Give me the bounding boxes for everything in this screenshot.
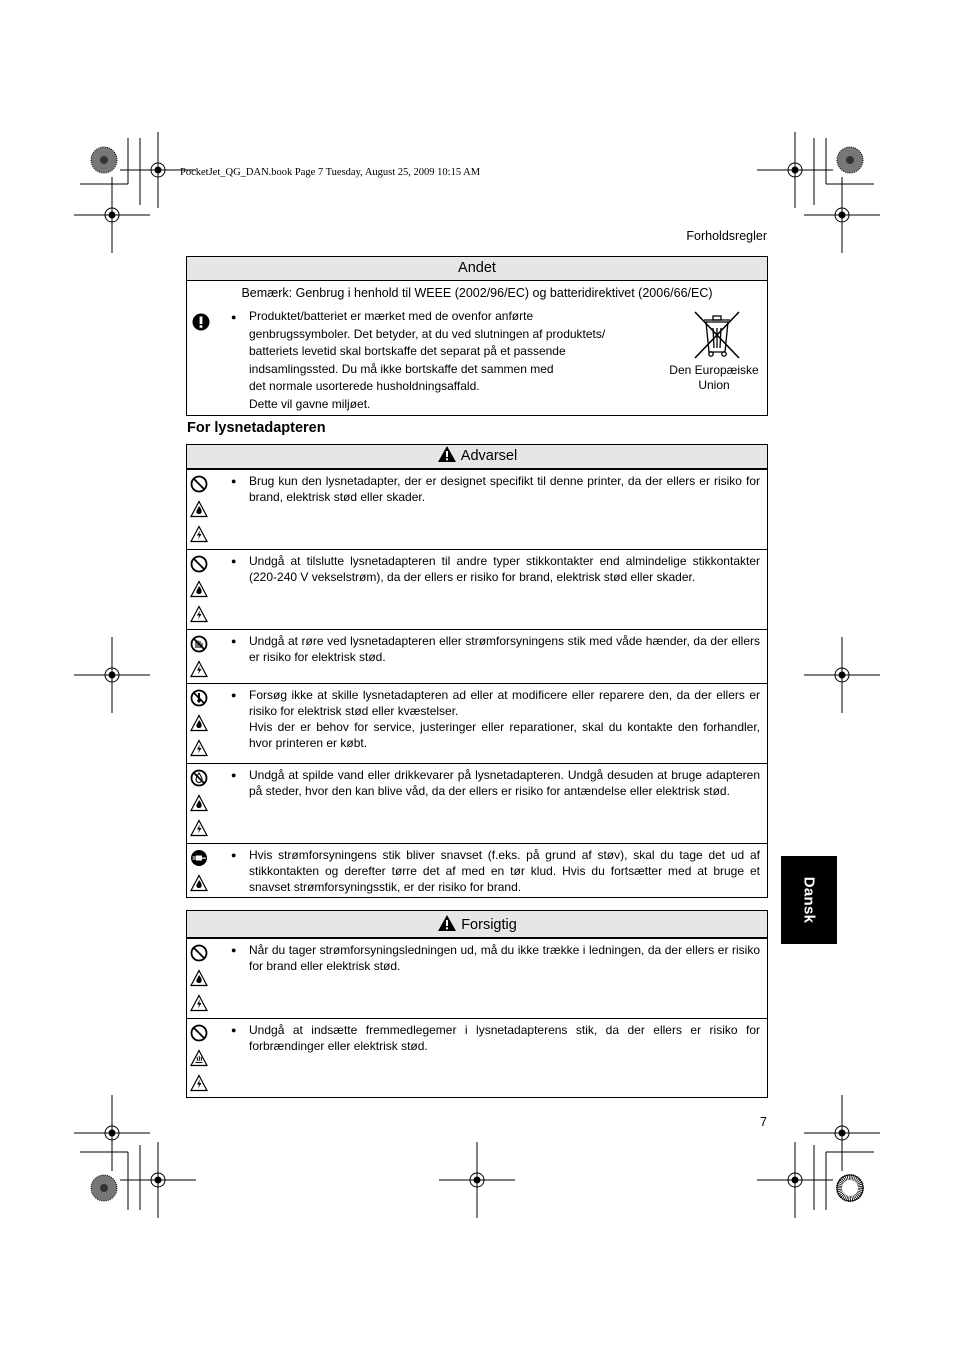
unplug-icon (190, 849, 208, 867)
no-disassembly-icon (190, 689, 208, 707)
caution-row (187, 1018, 767, 1097)
warning-paragraph: Hvis der er behov for service, justeringer eller reparationer, skal du kontakte den forhandler, hvor printeren er købt. (249, 720, 760, 750)
eu-label-line: Den Europæiske (669, 363, 759, 377)
bullet: ● (231, 1025, 237, 1035)
recycle-line: Dette vil gavne miljøet. (249, 396, 371, 411)
electric-shock-icon (190, 1074, 208, 1092)
warning-text: Undgå at tilslutte lysnetadapteren til andre typer stikkontakter end almindelige stikkontakter (220-240 V vekselstrøm), da der ellers er risiko for brand, elektrisk stød eller skader. (249, 554, 760, 584)
row-icons (190, 635, 212, 685)
bullet: ● (231, 690, 237, 700)
crossed-bin-icon (687, 308, 747, 360)
language-tab-label: Dansk (800, 876, 818, 924)
electric-shock-icon (190, 819, 208, 837)
fire-warning-icon (190, 969, 208, 987)
electric-shock-icon (190, 605, 208, 623)
caution-row (187, 938, 767, 1018)
no-wet-hands-icon (190, 635, 208, 653)
burn-warning-icon (190, 1049, 208, 1067)
warning-row (187, 629, 767, 683)
eu-label (659, 363, 769, 393)
row-icons (190, 1024, 212, 1099)
row-icons (190, 475, 212, 550)
eu-label-line: Union (698, 378, 730, 392)
row-icons (190, 944, 212, 1019)
prohibition-icon (190, 944, 208, 962)
electric-shock-icon (190, 994, 208, 1012)
recycle-line: indsamlingssted. Du må ikke bortskaffe det sammen med (249, 361, 554, 376)
recycle-line: Produktet/batteriet er mærket med de ovenfor anførte (249, 309, 534, 323)
fire-warning-icon (190, 874, 208, 892)
fire-warning-icon (190, 500, 208, 518)
advarsel-title (187, 445, 767, 469)
warning-triangle-icon (437, 445, 457, 463)
no-liquid-icon (190, 769, 208, 787)
andet-title: Andet (187, 257, 767, 281)
andet-box (186, 256, 768, 416)
bullet: ● (231, 636, 237, 646)
recycle-line: batteriets levetid skal bortskaffe det separat på et passende (249, 344, 566, 358)
warning-row (187, 549, 767, 629)
caution-circle-icon (192, 313, 210, 331)
row-icons (190, 769, 212, 844)
recycle-line: genbrugssymboler. Det betyder, at du ved slutningen af produktets/ (249, 326, 606, 341)
bullet: ● (231, 945, 237, 955)
warning-text (249, 684, 760, 751)
bullet: ● (231, 770, 237, 780)
fire-warning-icon (190, 714, 208, 732)
weee-note: Bemærk: Genbrug i henhold til WEEE (2002/96/EC) og batteridirektivet (2006/66/EC) (241, 286, 713, 300)
forsigtig-title (187, 911, 767, 938)
bullet: ● (231, 476, 237, 486)
prohibition-icon (190, 475, 208, 493)
row-icons (190, 849, 212, 899)
warning-text: Undgå at røre ved lysnetadapteren eller strømforsyningens stik med våde hænder, da der ellers er risiko for elektrisk stød. (249, 634, 760, 664)
forsigtig-title-text: Forsigtig (461, 917, 517, 933)
section-title: For lysnetadapteren (187, 420, 326, 436)
warning-row (187, 683, 767, 763)
warning-text: Brug kun den lysnetadapter, der er designet specifikt til denne printer, da der ellers er risiko for brand, elektrisk stød eller skader. (249, 474, 760, 504)
language-tab (781, 856, 837, 944)
prohibition-icon (190, 555, 208, 573)
row-icons (190, 555, 212, 630)
page-number: 7 (760, 1115, 767, 1129)
electric-shock-icon (190, 660, 208, 678)
warning-triangle-icon (437, 914, 457, 932)
forsigtig-box (186, 910, 768, 1098)
prohibition-icon (190, 1024, 208, 1042)
bullet: ● (231, 556, 237, 566)
bullet: ● (231, 850, 237, 860)
warning-text: Undgå at spilde vand eller drikkevarer på lysnetadapteren. Undgå desuden at bruge adapteren på steder, hvor den kan blive våd, da der ellers er risiko for antændelse eller elektrisk stød. (249, 768, 760, 798)
fire-warning-icon (190, 580, 208, 598)
warning-text: Hvis strømforsyningens stik bliver snavset (f.eks. på grund af støv), skal du tage det ud af stikkontakten og derefter tørre det af med en tør klud. Hvis du fortsætter med at bruge et snavset strømforsyningsstik, er der risiko for brand. (249, 848, 760, 894)
warning-row (187, 469, 767, 549)
advarsel-box (186, 444, 768, 898)
warning-paragraph: Forsøg ikke at skille lysnetadapteren ad eller at modificere eller reparere den, da der ellers er risiko for elektrisk stød eller kvæstelser. (249, 688, 760, 718)
caution-text: Undgå at indsætte fremmedlegemer i lysnetadapterens stik, da der ellers er risiko for forbrændinger eller elektrisk stød. (249, 1023, 760, 1053)
warning-row (187, 843, 767, 897)
bullet: ● (231, 312, 237, 322)
electric-shock-icon (190, 525, 208, 543)
caution-text: Når du tager strømforsyningsledningen ud, må du ikke trække i ledningen, da der ellers er risiko for brand eller elektrisk stød. (249, 943, 760, 973)
file-header: PocketJet_QG_DAN.book Page 7 Tuesday, August 25, 2009 10:15 AM (180, 167, 481, 178)
fire-warning-icon (190, 794, 208, 812)
recycle-line: det normale usorterede husholdningsaffald. (249, 379, 480, 393)
row-icons (190, 689, 212, 764)
recycle-text (249, 308, 605, 413)
warning-row (187, 763, 767, 843)
running-head: Forholdsregler (686, 229, 767, 243)
electric-shock-icon (190, 739, 208, 757)
advarsel-title-text: Advarsel (460, 448, 518, 464)
